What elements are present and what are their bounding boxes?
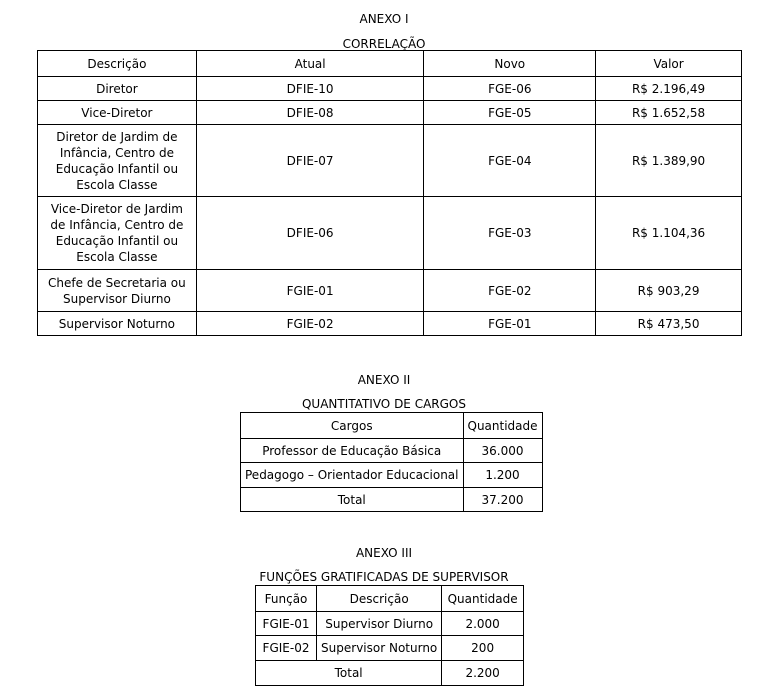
table-row (241, 439, 543, 463)
cell-quantidade: 1.200 (463, 463, 542, 488)
cell-total-value: 37.200 (463, 488, 542, 512)
cell-descricao: Supervisor Noturno (317, 636, 442, 661)
cell-quantidade: 36.000 (463, 439, 542, 463)
cell-valor: R$ 2.196,49 (596, 77, 742, 101)
table-row (38, 312, 742, 336)
quantitativo-table (240, 412, 543, 512)
cell-cargo: Professor de Educação Básica (241, 439, 464, 463)
table-row (256, 612, 524, 636)
table-header-row (256, 586, 524, 612)
funcoes-gratificadas-table (255, 585, 524, 686)
col-header-funcao: Função (256, 586, 317, 612)
cell-descricao: Diretor (38, 77, 197, 101)
col-header-descricao: Descrição (38, 51, 197, 77)
cell-novo: FGE-01 (424, 312, 596, 336)
cell-novo: FGE-03 (424, 197, 596, 270)
total-row (241, 488, 543, 512)
col-header-atual: Atual (196, 51, 424, 77)
table-row (38, 77, 742, 101)
table-row (38, 125, 742, 197)
cell-valor: R$ 1.104,36 (596, 197, 742, 270)
cell-novo: FGE-02 (424, 270, 596, 312)
cell-valor: R$ 1.389,90 (596, 125, 742, 197)
cell-atual: DFIE-06 (196, 197, 424, 270)
col-header-novo: Novo (424, 51, 596, 77)
anexo-3-title: ANEXO III (355, 546, 413, 560)
anexo-3-subtitle: FUNÇÕES GRATIFICADAS DE SUPERVISOR (259, 570, 509, 584)
table-row (256, 636, 524, 661)
cell-funcao: FGIE-01 (256, 612, 317, 636)
anexo-1-title: ANEXO I (359, 12, 409, 26)
cell-quantidade: 200 (442, 636, 524, 661)
table-header-row (38, 51, 742, 77)
cell-descricao: Diretor de Jardim de Infância, Centro de Educação Infantil ou Escola Classe (38, 125, 197, 197)
cell-valor: R$ 903,29 (596, 270, 742, 312)
anexo-2-subtitle: QUANTITATIVO DE CARGOS (301, 397, 466, 411)
cell-quantidade: 2.000 (442, 612, 524, 636)
cell-funcao: FGIE-02 (256, 636, 317, 661)
anexo-2-title: ANEXO II (357, 373, 411, 387)
cell-descricao: Chefe de Secretaria ou Supervisor Diurno (38, 270, 197, 312)
cell-atual: FGIE-01 (196, 270, 424, 312)
correlacao-table (37, 50, 742, 336)
table-row (38, 270, 742, 312)
table-header-row (241, 413, 543, 439)
total-row (256, 661, 524, 686)
cell-novo: FGE-05 (424, 101, 596, 125)
cell-valor: R$ 473,50 (596, 312, 742, 336)
col-header-quantidade: Quantidade (463, 413, 542, 439)
col-header-cargos: Cargos (241, 413, 464, 439)
col-header-valor: Valor (596, 51, 742, 77)
col-header-descricao: Descrição (317, 586, 442, 612)
table-row (38, 197, 742, 270)
anexo-1-subtitle: CORRELAÇÃO (342, 37, 426, 51)
table-row (38, 101, 742, 125)
cell-descricao: Supervisor Noturno (38, 312, 197, 336)
cell-total-value: 2.200 (442, 661, 524, 686)
cell-total-label: Total (256, 661, 442, 686)
cell-atual: DFIE-10 (196, 77, 424, 101)
cell-descricao: Supervisor Diurno (317, 612, 442, 636)
cell-atual: DFIE-08 (196, 101, 424, 125)
cell-novo: FGE-04 (424, 125, 596, 197)
cell-novo: FGE-06 (424, 77, 596, 101)
cell-total-label: Total (241, 488, 464, 512)
cell-cargo: Pedagogo – Orientador Educacional (241, 463, 464, 488)
cell-valor: R$ 1.652,58 (596, 101, 742, 125)
cell-descricao: Vice-Diretor (38, 101, 197, 125)
cell-descricao: Vice-Diretor de Jardim de Infância, Centro de Educação Infantil ou Escola Classe (38, 197, 197, 270)
col-header-quantidade: Quantidade (442, 586, 524, 612)
table-row (241, 463, 543, 488)
cell-atual: FGIE-02 (196, 312, 424, 336)
cell-atual: DFIE-07 (196, 125, 424, 197)
